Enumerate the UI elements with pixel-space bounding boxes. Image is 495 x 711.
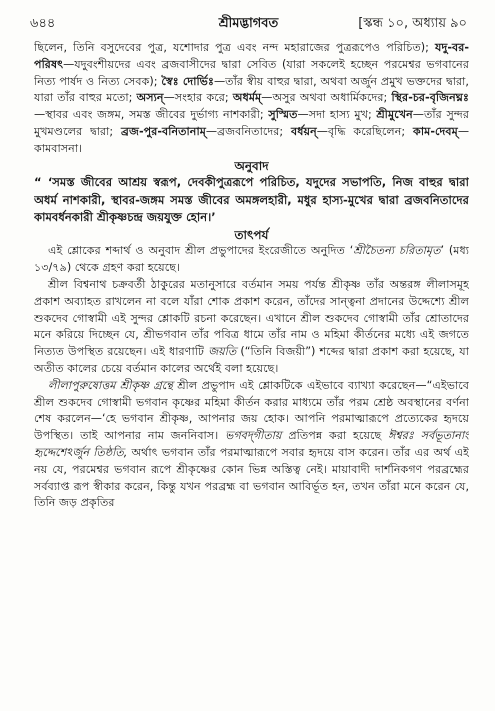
purport-text-run: শ্রীল প্রভুপাদ এই শ্লোকটিকে এইভাবে ব্যাখ্যা করেছেন—“এইভাবে শ্রীল শুকদেব গোস্বামী ভগবান কৃষ্ণের মহিমা কীর্তন করার মাধ্যমে তাঁর পরম শ্রেষ্ঠ অবস্থানের বর্ণনা শেষ করলেন—‘হে ভগবান শ্রীকৃষ্ণ, আপনার জয় হোক। আপনি পরমাত্মারূপে প্রত্যেকের হৃদয়ে উপস্থিত। তাই আপনার নাম জননিবাস। xyxy=(34,378,469,443)
purport-text-run: ’ (মধ্য ১৩/৭৯) থেকে গ্রহণ করা হয়েছে। xyxy=(34,244,469,275)
purport-paragraph xyxy=(34,378,469,512)
word-meanings xyxy=(34,40,469,158)
book-title: শ্রীমদ্ভাগবত xyxy=(218,16,279,31)
italic-quote: জয়তি xyxy=(208,345,237,359)
purport-paragraph xyxy=(34,277,469,378)
synonym-term: অস্যন্ xyxy=(136,91,164,105)
canto-chapter-label: [স্কন্ধ ১০, অধ্যায় ৯০ xyxy=(358,16,467,31)
translation-heading: অনুবাদ xyxy=(234,158,269,173)
purport-text xyxy=(34,243,469,512)
synonym-term: ব্রজ-পুর-বনিতানাম্ xyxy=(121,124,206,138)
purport-text-run: অর্থাৎ ভগবান তাঁর পরমাত্মারূপে সবার হৃদয়ে বাস করেন। তাঁর এর অর্থ এই নয় যে, পরমেশ্বর ভগবান রূপে শ্রীকৃষ্ণের কোন ভিন্ন অস্তিত্ব নেই। মায়াবাদী দার্শনিকগণ পরব্রহ্মের সর্বব্যাপ্ত রূপ স্বীকার করেন, কিন্তু যখন পরব্রহ্ম বা ভগবান আবির্ভূত হন, তখন তাঁরা মনে করেন যে, তিনি জড় প্রকৃতির xyxy=(34,445,469,510)
synonym-meaning: —যদুবংশীয়দের এবং ব্রজবাসীদের দ্বারা সেবিত (যারা সকলেই হচ্ছেন পরমেশ্বর ভগবানের নিত্য পার্ষদ ও নিত্য সেবক); xyxy=(34,57,469,88)
purport-heading: তাৎপর্য xyxy=(234,227,269,242)
page-body xyxy=(34,40,469,703)
synonym-term: স্থির-চর-বৃজিনঘ্নঃ xyxy=(391,91,469,105)
synonym-meaning: —তাঁর স্বীয় বাহুর দ্বারা, অথবা অর্জুন প্রমুখ ভক্তদের দ্বারা, যারা তাঁর বাহুর মতো; xyxy=(34,74,469,105)
synonym-term: বর্ধয়ন্ xyxy=(290,124,317,138)
purport-paragraph xyxy=(34,243,469,277)
synonym-meaning: —ব্রজবনিতাদের; xyxy=(205,124,291,138)
page-header xyxy=(30,14,467,34)
italic-quote: ভগবদ্‌গীতায় xyxy=(224,429,282,443)
synonym-term: সুস্মিত xyxy=(268,108,298,122)
translation-text: “ ‘সমস্ত জীবের আশ্রয় স্বরূপ, দেবকীপুত্ররূপে পরিচিত, যদুদের সভাপতি, নিজ বাহুর দ্বারা অধর্ম নাশকারী, স্থাবর-জঙ্গম সমস্ত জীবের অমঙ্গলহারী, মধুর হাস্য-মুখের দ্বারা ব্রজবনিতাদের কামবর্ধনকারী শ্রীকৃষ্ণচন্দ্র জয়যুক্ত হোন।’ xyxy=(34,175,469,225)
synonym-term: স্বৈঃ দোর্ভিঃ xyxy=(161,74,214,88)
synonym-term: অধর্মম্ xyxy=(232,91,262,105)
synonym-meaning: —কামবাসনা। xyxy=(34,124,469,155)
synonym-meaning: —স্থাবর এবং জঙ্গম, সমস্ত জীবের দুর্ভাগ্য নাশকারী; xyxy=(34,108,269,122)
synonym-meaning: —সংহার করে; xyxy=(163,91,233,105)
page-number: ৬৪৪ xyxy=(30,16,56,31)
synonym-term: শ্রীমুখেন xyxy=(376,108,413,122)
italic-quote: শ্রীচৈতন্য চরিতামৃত xyxy=(353,244,441,258)
synonym-term: যদু-বর-পরিষৎ xyxy=(34,41,469,71)
italic-quote: ঈশ্বরঃ সর্বভূতানাং হৃদ্দেশেঽর্জুন তিষ্ঠতি, xyxy=(34,429,469,459)
purport-text-run: প্রতিপন্ন করা হয়েছে xyxy=(281,429,389,443)
purport-text-run: এই শ্লোকের শব্দার্থ ও অনুবাদ শ্রীল প্রভুপাদের ইংরেজীতে অনুদিত ‘ xyxy=(48,244,354,258)
purport-text-run: শ্রীল বিশ্বনাথ চক্রবর্তী ঠাকুরের মতানুসারে বর্তমান সময় পর্যন্ত শ্রীকৃষ্ণ তাঁর অন্তরঙ্গ লীলাসমূহ প্রকাশ অব্যাহত রাখলেন না বলে যাঁরা শোক প্রকাশ করেন, তাঁদের সান্ত্বনা প্রদানের উদ্দেশ্যে শ্রীল শুকদেব গোস্বামী এই সুন্দর শ্লোকটি রচনা করেছেন। এখানে শ্রীল শুকদেব গোস্বামী তাঁর শ্রোতাদের মনে করিয়ে দিচ্ছেন যে, শ্রীভগবান তাঁর পবিত্র ধামে তাঁর নাম ও মহিমা কীর্তনের মধ্যে এই জগতে নিত্যত উপস্থিত রয়েছেন। এই ধারণাটি xyxy=(34,277,469,359)
synonym-meaning: —বৃদ্ধি করেছিলেন; xyxy=(316,124,414,138)
synonym-meaning: —সদা হাস্য মুখ; xyxy=(297,108,377,122)
synonym-meaning: —তাঁর সুন্দর মুখমণ্ডলের দ্বারা; xyxy=(34,108,469,138)
synonym-meaning: ছিলেন, তিনি বসুদেবের পুত্র, যশোদার পুত্র এবং নন্দ মহারাজের পুত্ররূপেও পরিচিত); xyxy=(34,41,435,54)
synonym-meaning: —অসুর অথবা অধার্মিকদের; xyxy=(261,91,392,105)
synonym-term: কাম-দেবম্ xyxy=(413,124,458,138)
purport-text-run: (“তিনি বিজয়ী”) শব্দের দ্বারা প্রকাশ করা হয়েছে, যা অতীত কালের চেয়ে বর্তমান কালের অর্থেই বলা হয়েছে। xyxy=(34,345,469,375)
italic-quote: লীলাপুরুষোত্তম শ্রীকৃষ্ণ গ্রন্থে xyxy=(48,378,173,392)
